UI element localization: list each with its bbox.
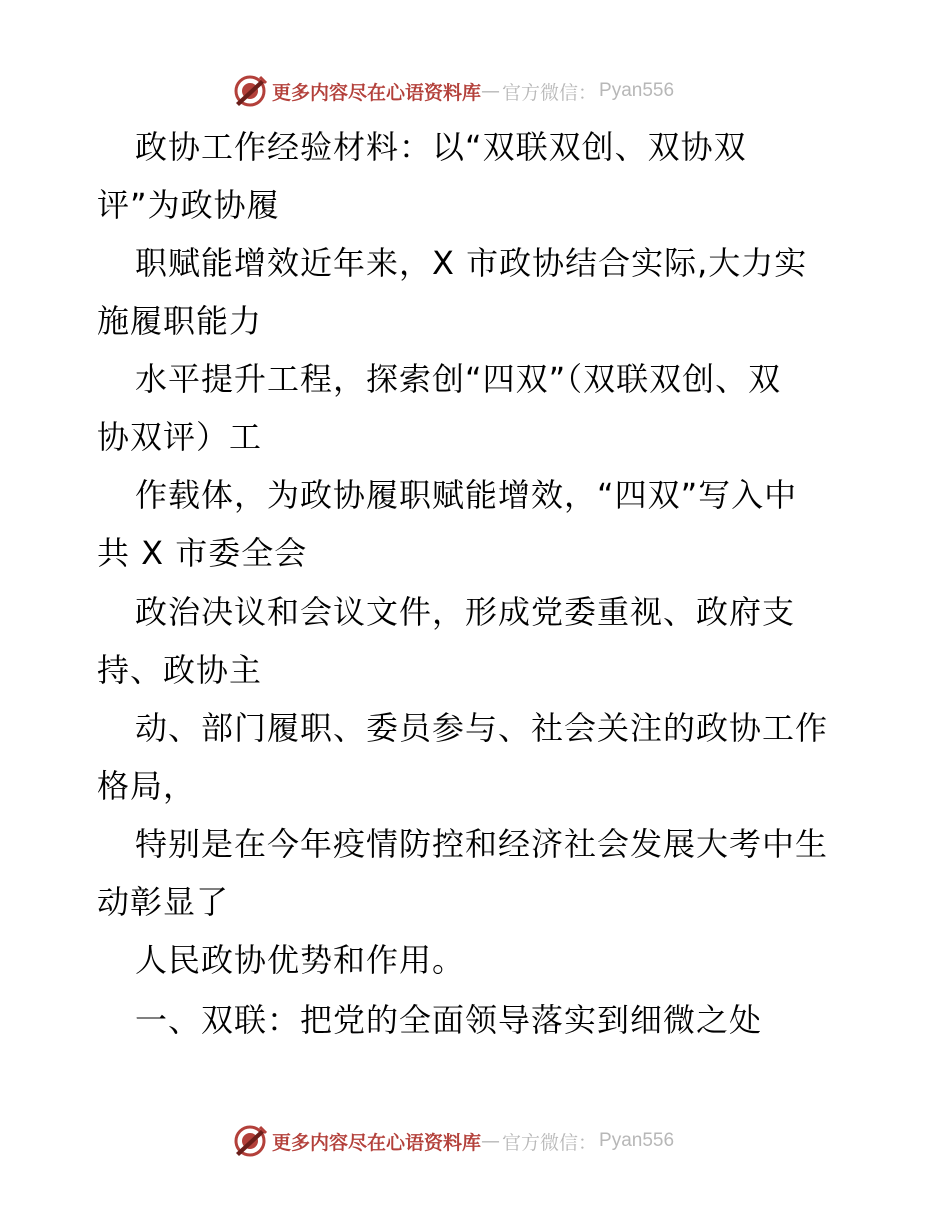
footer-watermark-banner (0, 1121, 950, 1161)
text-line: 动、部门履职、委员参与、社会关注的政协工作 (135, 709, 829, 747)
text-line: 协双评）工 (97, 418, 263, 456)
watermark-slogan: 更多内容尽在心语资料库 (272, 1131, 482, 1154)
watermark-wechat-label: 官方微信： (502, 81, 598, 104)
text-line: 政治决议和会议文件，形成党委重视、政府支 (135, 593, 796, 631)
text-line: 施履职能力 (97, 302, 263, 340)
watermark-row (232, 1121, 674, 1161)
watermark-dash: — (481, 1130, 501, 1152)
text-line: 作载体，为政协履职赋能增效，“四双”写入中 (135, 476, 798, 514)
text-line: 持、政协主 (97, 651, 263, 689)
text-line: 水平提升工程，探索创“四双”（双联双创、双 (135, 360, 782, 398)
text-line: 共 X 市委全会 (97, 534, 308, 572)
text-line: 职赋能增效近年来，X 市政协结合实际,大力实 (135, 244, 808, 282)
section-heading: 一、双联：把党的全面领导落实到细微之处 (135, 1001, 763, 1039)
text-line: 政协工作经验材料：以“双联双创、双协双 (135, 128, 747, 166)
watermark-slogan: 更多内容尽在心语资料库 (272, 81, 482, 104)
watermark-dash: — (481, 80, 501, 102)
text-line: 格局， (97, 767, 197, 805)
watermark-wechat-id: Pyan556 (599, 1130, 675, 1151)
text-line: 特别是在今年疫情防控和经济社会发展大考中生 (135, 825, 829, 863)
text-line: 人民政协优势和作用。 (135, 941, 466, 979)
text-line: 评”为政协履 (97, 186, 280, 224)
pen-in-circle-logo-icon (232, 1123, 268, 1159)
text-line: 动彰显了 (97, 883, 230, 921)
watermark-wechat-label: 官方微信： (502, 1131, 598, 1154)
watermark-wechat-id: Pyan556 (599, 80, 675, 101)
